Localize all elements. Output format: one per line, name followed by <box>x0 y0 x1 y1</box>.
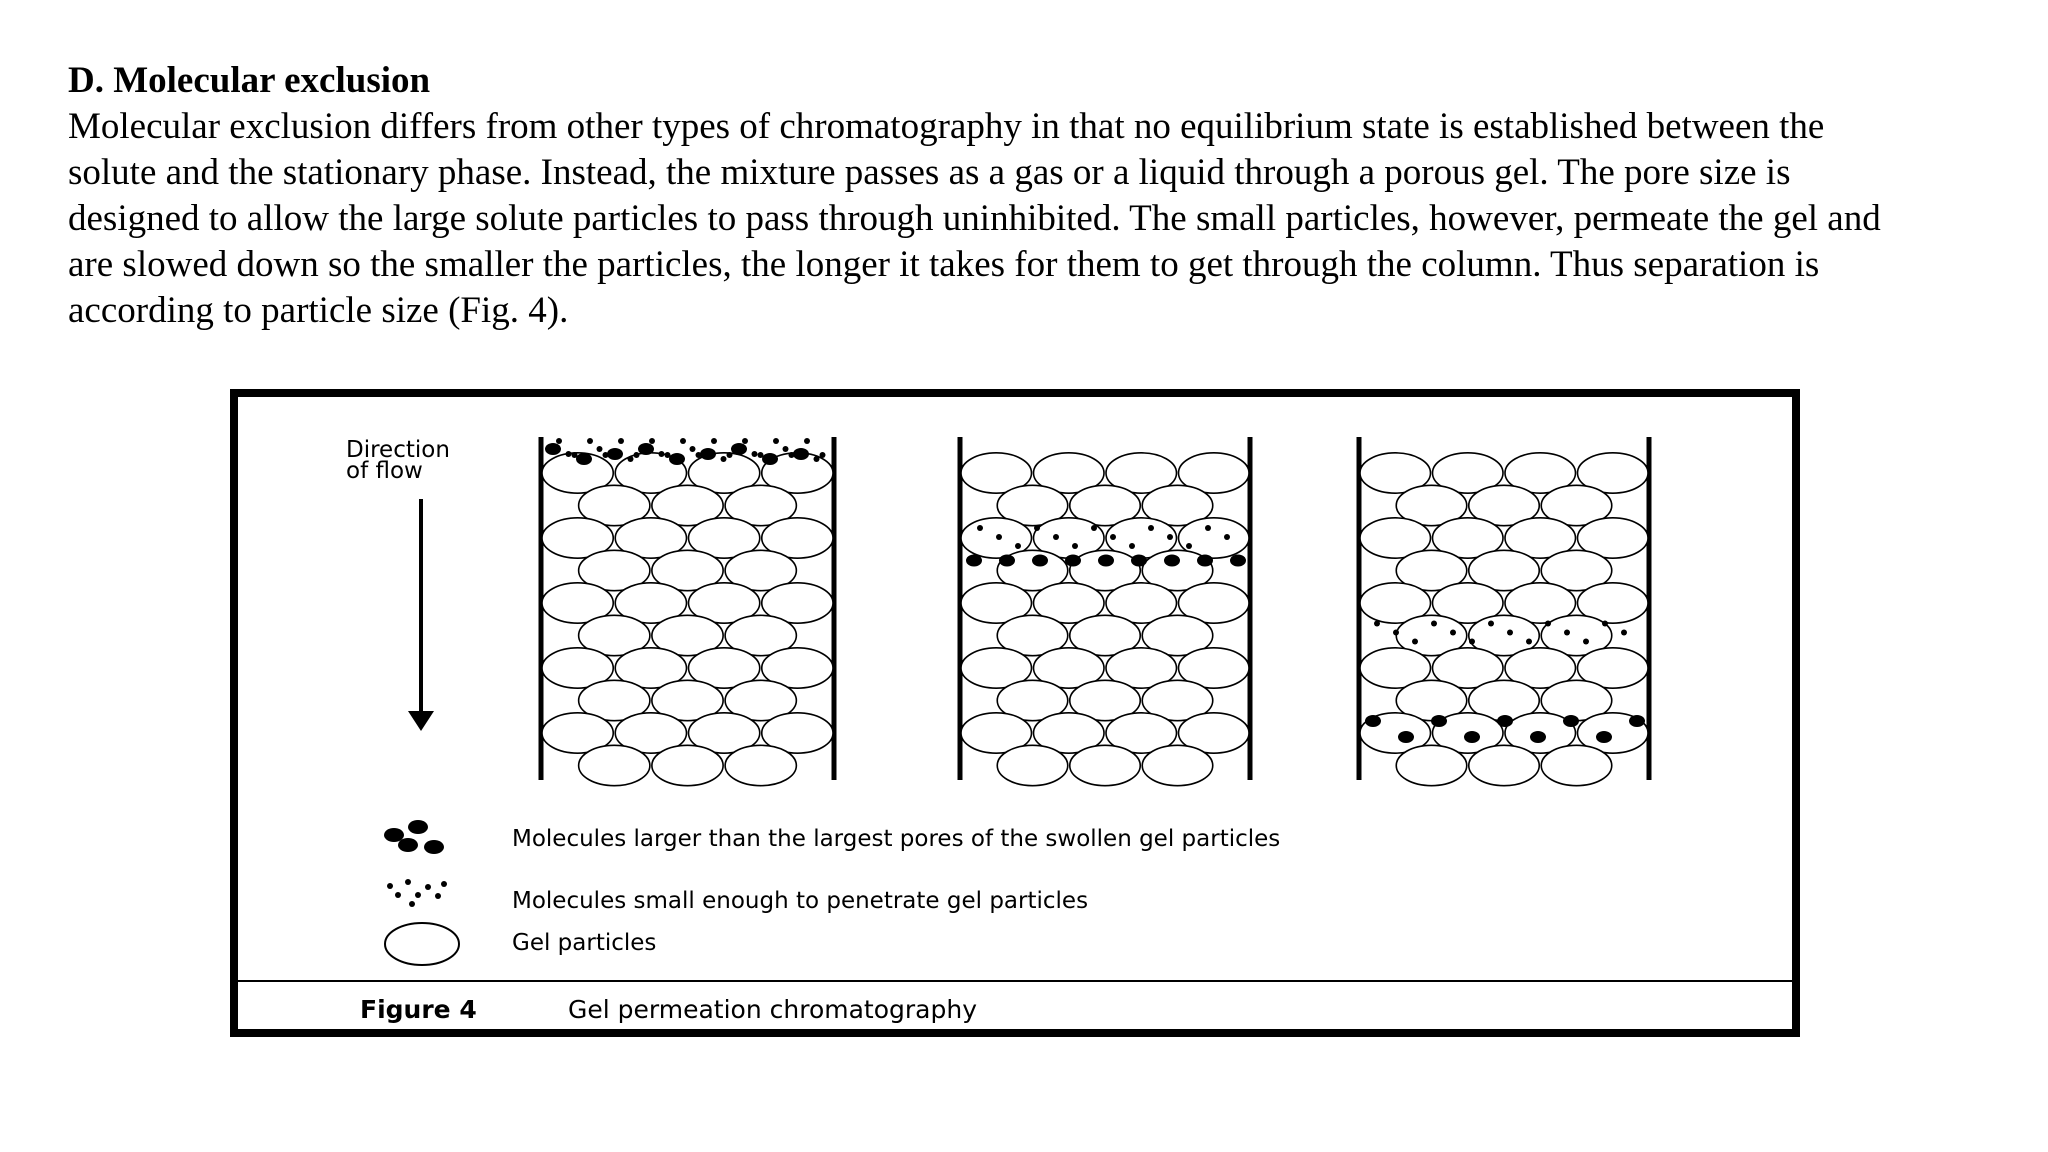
small-molecule <box>649 438 655 444</box>
large-molecule <box>566 451 572 457</box>
small-molecule <box>1583 639 1589 645</box>
paragraph-line: according to particle size (Fig. 4). <box>68 290 569 331</box>
small-molecule <box>1621 630 1627 636</box>
small-molecule <box>587 438 593 444</box>
small-molecule <box>1545 621 1551 627</box>
large-molecule <box>1032 555 1048 567</box>
large-molecule <box>752 451 758 457</box>
large-molecule <box>966 555 982 567</box>
small-molecule <box>1431 621 1437 627</box>
figure-diagram <box>238 397 1792 1029</box>
small-molecule <box>1224 534 1230 540</box>
legend-gel-label: Gel particles <box>512 930 657 956</box>
small-molecule <box>1507 630 1513 636</box>
large-molecule <box>1431 715 1447 727</box>
large-molecule <box>545 443 561 455</box>
direction-label-line2: of flow <box>346 458 423 484</box>
large-molecule <box>628 456 634 462</box>
small-molecule <box>680 438 686 444</box>
caption-number: Figure 4 <box>360 995 477 1024</box>
small-molecule <box>1602 621 1608 627</box>
large-molecule <box>638 443 654 455</box>
gel-particle <box>1541 745 1612 785</box>
gel-particle <box>1469 745 1540 785</box>
small-molecule <box>1393 630 1399 636</box>
small-molecule <box>820 452 826 458</box>
large-molecule <box>731 443 747 455</box>
large-molecule <box>1563 715 1579 727</box>
large-molecule <box>1230 555 1246 567</box>
large-molecule <box>1398 731 1414 743</box>
legend-small-label: Molecules small enough to penetrate gel particles <box>512 888 1089 914</box>
large-molecule <box>1131 555 1147 567</box>
gel-particle <box>579 745 650 785</box>
large-molecule <box>1497 715 1513 727</box>
small-molecule <box>711 438 717 444</box>
large-molecule <box>576 453 592 465</box>
small-molecule <box>804 438 810 444</box>
large-molecule <box>762 453 778 465</box>
large-molecule <box>1596 731 1612 743</box>
small-molecule <box>1167 534 1173 540</box>
small-molecule <box>773 438 779 444</box>
large-molecule <box>659 451 665 457</box>
small-molecule <box>1053 534 1059 540</box>
large-molecule <box>1098 555 1114 567</box>
large-molecule <box>1197 555 1213 567</box>
large-molecule <box>597 446 603 452</box>
large-molecule <box>1530 731 1546 743</box>
large-molecule <box>669 453 685 465</box>
large-molecule <box>783 446 789 452</box>
small-molecule <box>1412 639 1418 645</box>
small-molecule <box>618 438 624 444</box>
small-molecule <box>977 525 983 531</box>
gel-particle <box>1142 745 1213 785</box>
small-molecule <box>1148 525 1154 531</box>
flow-arrow-head-icon <box>408 711 434 731</box>
gel-particle <box>1396 745 1467 785</box>
small-molecule <box>1015 543 1021 549</box>
small-molecule <box>556 438 562 444</box>
small-molecule <box>1488 621 1494 627</box>
small-molecule <box>1110 534 1116 540</box>
paragraph-line: are slowed down so the smaller the particles, the longer it takes for them to get through the column. Thus separation is <box>68 244 1820 285</box>
gel-particle <box>997 745 1068 785</box>
large-molecule <box>793 448 809 460</box>
small-molecule <box>1526 639 1532 645</box>
section-paragraph <box>68 104 2008 334</box>
small-molecules-legend-icon <box>387 879 447 907</box>
legend-large-label: Molecules larger than the largest pores of the swollen gel particles <box>512 826 1281 852</box>
large-molecule <box>700 448 716 460</box>
large-molecule <box>1629 715 1645 727</box>
large-molecule <box>690 446 696 452</box>
large-molecule <box>721 456 727 462</box>
document-body <box>68 58 2008 334</box>
large-molecule <box>1065 555 1081 567</box>
small-molecule <box>1374 621 1380 627</box>
paragraph-line: designed to allow the large solute particles to pass through uninhibited. The small particles, however, permeate the gel and <box>68 198 1881 239</box>
figure-4 <box>230 389 1800 1037</box>
large-molecule <box>999 555 1015 567</box>
gel-particle <box>652 745 723 785</box>
small-molecule <box>1205 525 1211 531</box>
gel-particle <box>1070 745 1141 785</box>
paragraph-line: solute and the stationary phase. Instead, the mixture passes as a gas or a liquid through a porous gel. The pore size is <box>68 152 1791 193</box>
caption-title: Gel permeation chromatography <box>568 995 977 1024</box>
large-molecule <box>1365 715 1381 727</box>
small-molecule <box>1072 543 1078 549</box>
large-molecule <box>607 448 623 460</box>
large-molecule <box>814 456 820 462</box>
large-molecule <box>1164 555 1180 567</box>
small-molecule <box>1564 630 1570 636</box>
columns-group <box>541 437 1649 786</box>
gel-particle-legend-icon <box>385 923 459 965</box>
small-molecule <box>1469 639 1475 645</box>
large-molecule <box>1464 731 1480 743</box>
small-molecule <box>742 438 748 444</box>
small-molecule <box>1034 525 1040 531</box>
small-molecule <box>1450 630 1456 636</box>
small-molecule <box>1186 543 1192 549</box>
small-molecule <box>634 452 640 458</box>
large-molecules-legend-icon <box>384 820 444 854</box>
paragraph-line: Molecular exclusion differs from other types of chromatography in that no equilibrium state is established between the <box>68 106 1825 147</box>
small-molecule <box>727 452 733 458</box>
section-heading: D. Molecular exclusion <box>68 60 431 101</box>
direction-label-line1: Direction <box>346 437 450 463</box>
gel-particle <box>725 745 796 785</box>
small-molecule <box>1129 543 1135 549</box>
small-molecule <box>996 534 1002 540</box>
small-molecule <box>1091 525 1097 531</box>
